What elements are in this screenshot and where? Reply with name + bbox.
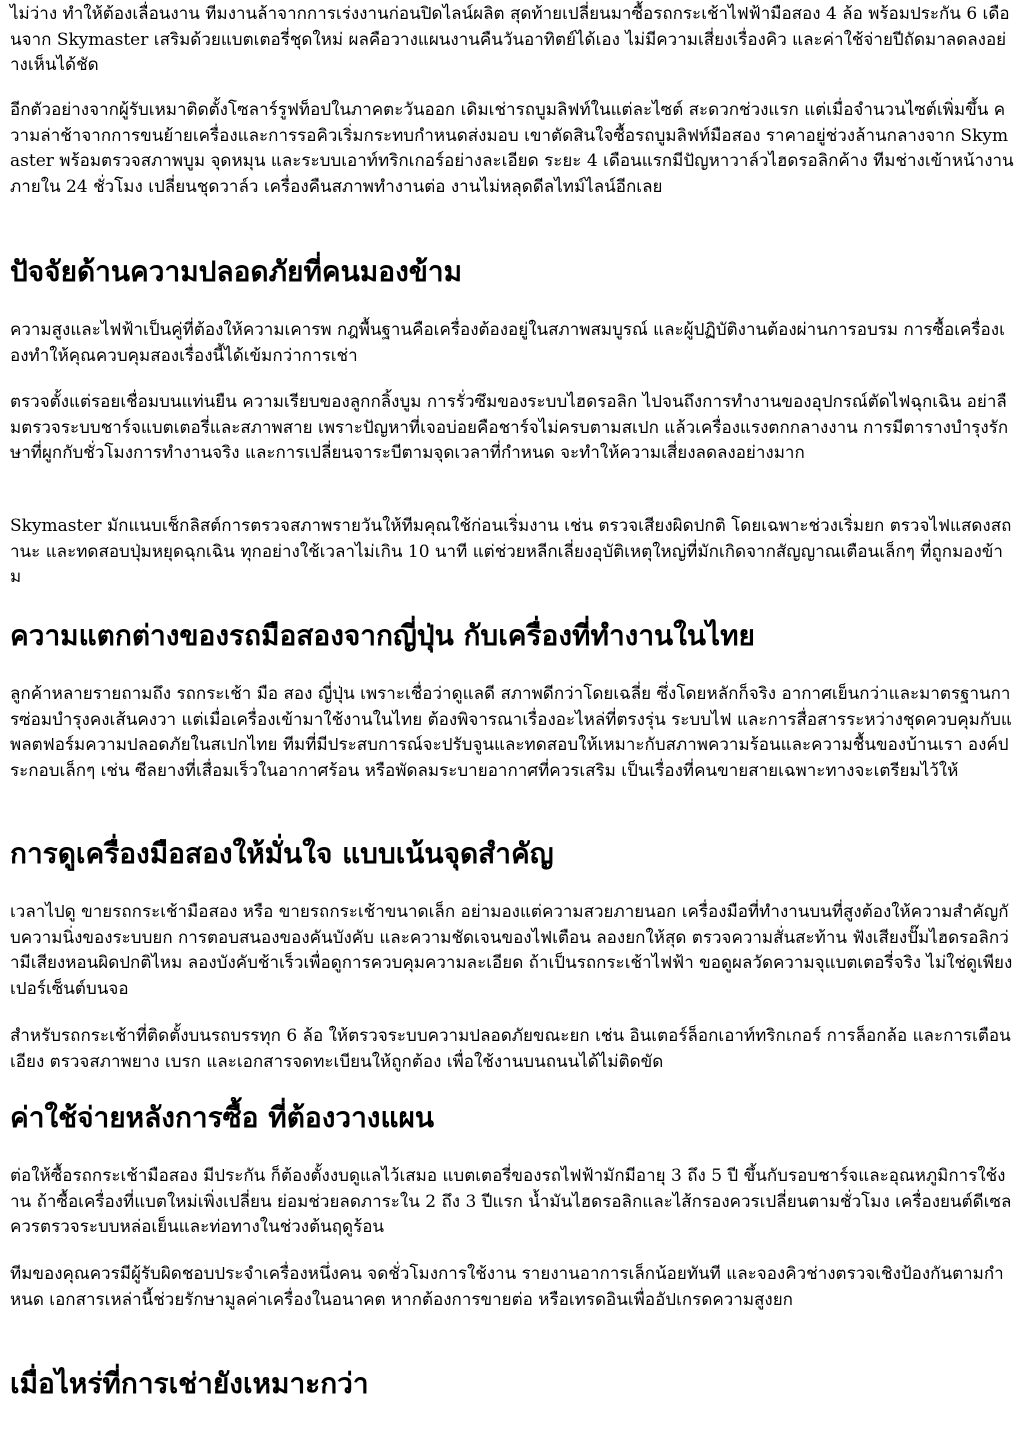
article-paragraph-used-electric-lift-case: ไม่ว่าง ทำให้ต้องเลื่อนงาน ทีมงานล้าจากการเร่งงานก่อนปิดไลน์ผลิต สุดท้ายเปลี่ยนมาซื้อรถกระเช้าไฟฟ้ามือสอง 4 ล้อ พร้อมประกัน 6 เดือนจาก Skymaster เสริมด้วยแบตเตอรี่ชุดใหม่ ผลคือวางแผนงานคืนวันอาทิตย์ได้เอง ไม่มีความเสี่ยงเรื่องคิว และค่าใช้จ่ายปีถัดมาลดลงอย่างเห็นได้ชัด xyxy=(10,4,1010,76)
article-paragraph-truck-mounted-checks: สำหรับรถกระเช้าที่ติดตั้งบนรถบรรทุก 6 ล้อ ให้ตรวจระบบความปลอดภัยขณะยก เช่น อินเตอร์ล็อกเอาท์ทริกเกอร์ การล็อกล้อ และการเตือนเอียง ตรวจสภาพยาง เบรก และเอกสารจดทะเบียนให้ถูกต้อง เพื่อใช้งานบนถนนได้ไม่ติดขัด xyxy=(10,1026,1011,1072)
article-paragraph-team-responsibility: ทีมของคุณควรมีผู้รับผิดชอบประจำเครื่องหนึ่งคน จดชั่วโมงการใช้งาน รายงานอาการเล็กน้อยทันที และจองคิวช่างตรวจเชิงป้องกันตามกำหนด เอกสารเหล่านี้ช่วยรักษามูลค่าเครื่องในอนาคต หากต้องการขายต่อ หรือเทรดอินเพื่ออัปเกรดความสูงยก xyxy=(10,1264,1004,1310)
article-paragraph-solar-contractor-case: อีกตัวอย่างจากผู้รับเหมาติดตั้งโซลาร์รูฟท็อปในภาคตะวันออก เดิมเช่ารถบูมลิฟท์ในแต่ละไซต์ สะดวกช่วงแรก แต่เมื่อจำนวนไซต์เพิ่มขึ้น ความล่าช้าจากการขนย้ายเครื่องและการรอคิวเริ่มกระทบกำหนดส่งมอบ เขาตัดสินใจซื้อรถบูมลิฟท์มือสอง ราคาอยู่ช่วงล้านกลางจาก Skymaster พร้อมตรวจสภาพบูม จุดหมุน และระบบเอาท์ทริกเกอร์อย่างละเอียด ระยะ 4 เดือนแรกมีปัญหาวาล์วไฮดรอลิกค้าง ทีมช่างเข้าหน้างานภายใน 24 ชั่วโมง เปลี่ยนชุดวาล์ว เครื่องคืนสภาพทำงานต่อ งานไม่หลุดดีลไทม์ไลน์อีกเลย xyxy=(10,100,1014,197)
article-paragraph-lift-inspection-tips: เวลาไปดู ขายรถกระเช้ามือสอง หรือ ขายรถกระเช้าขนาดเล็ก อย่ามองแต่ความสวยภายนอก เครื่องมือที่ทำงานบนที่สูงต้องให้ความสำคัญกับความนิ่งของระบบยก การตอบสนองของคันบังคับ และความชัดเจนของไฟเตือน ลองยกให้สุด ตรวจความสั่นสะท้าน ฟังเสียงปั๊มไฮดรอลิกว่ามีเสียงหอนผิดปกติไหม ลองบังคับช้าเร็วเพื่อดูการควบคุมความละเอียด ถ้าเป็นรถกระเช้าไฟฟ้า ขอดูผลวัดความจุแบตเตอรี่จริง ไม่ใช่ดูเพียงเปอร์เซ็นต์บนจอ xyxy=(10,902,1013,999)
article-paragraph-maintenance-budget: ต่อให้ซื้อรถกระเช้ามือสอง มีประกัน ก็ต้องตั้งงบดูแลไว้เสมอ แบตเตอรี่ของรถไฟฟ้ามักมีอายุ 3 ถึง 5 ปี ขึ้นกับรอบชาร์จและอุณหภูมิการใช้งาน ถ้าซื้อเครื่องที่แบตใหม่เพิ่งเปลี่ยน ย่อมช่วยลดภาระใน 2 ถึง 3 ปีแรก น้ำมันไฮดรอลิกและไส้กรองควรเปลี่ยนตามชั่วโมง เครื่องยนต์ดีเซลควรตรวจระบบหล่อเย็นและท่อทางในช่วงต้นฤดูร้อน xyxy=(10,1166,1012,1238)
article-paragraph-japan-used-lifts: ลูกค้าหลายรายถามถึง รถกระเช้า มือ สอง ญี่ปุ่น เพราะเชื่อว่าดูแลดี สภาพดีกว่าโดยเฉลี่ย ซึ่งโดยหลักก็จริง อากาศเย็นกว่าและมาตรฐานการซ่อมบำรุงคงเส้นคงวา แต่เมื่อเครื่องเข้ามาใช้งานในไทย ต้องพิจารณาเรื่องอะไหล่ที่ตรงรุ่น ระบบไฟ และการสื่อสารระหว่างชุดควบคุมกับแพลตฟอร์มความปลอดภัยในสเปกไทย ทีมที่มีประสบการณ์จะปรับจูนและทดสอบให้เหมาะกับสภาพความร้อนและความชื้นของบ้านเรา องค์ประกอบเล็กๆ เช่น ซีลยางที่เสื่อมเร็วในอากาศร้อน หรือพัดลมระบายอากาศที่ควรเสริม เป็นเรื่องที่คนขายสายเฉพาะทางจะเตรียมไว้ให้ xyxy=(10,684,1012,781)
article-paragraph-inspection-checks: ตรวจตั้งแต่รอยเชื่อมบนแท่นยืน ความเรียบของลูกกลิ้งบูม การรั่วซึมของระบบไฮดรอลิก ไปจนถึงการทำงานของอุปกรณ์ตัดไฟฉุกเฉิน อย่าลืมตรวจระบบชาร์จแบตเตอรี่และสภาพสาย เพราะปัญหาที่เจอบ่อยคือชาร์จไม่ครบตามสเปก แล้วเครื่องแรงตกกลางงาน การมีตารางบำรุงรักษาที่ผูกกับชั่วโมงการทำงานจริง และการเปลี่ยนจาระบีตามจุดเวลาที่กำหนด จะทำให้ความเสี่ยงลดลงอย่างมาก xyxy=(10,392,1009,464)
section-heading-post-purchase-costs: ค่าใช้จ่ายหลังการซื้อ ที่ต้องวางแผน xyxy=(10,1101,435,1134)
section-heading-inspect-used-machine: การดูเครื่องมือสองให้มั่นใจ แบบเน้นจุดสำคัญ xyxy=(10,837,554,870)
section-heading-when-renting-better: เมื่อไหร่ที่การเช่ายังเหมาะกว่า xyxy=(10,1367,369,1400)
article-paragraph-daily-checklist: Skymaster มักแนบเช็กลิสต์การตรวจสภาพรายวันให้ทีมคุณใช้ก่อนเริ่มงาน เช่น ตรวจเสียงผิดปกติ โดยเฉพาะช่วงเริ่มยก ตรวจไฟแสดงสถานะ และทดสอบปุ่มหยุดฉุกเฉิน ทุกอย่างใช้เวลาไม่เกิน 10 นาที แต่ช่วยหลีกเลี่ยงอุบัติเหตุใหญ่ที่มักเกิดจากสัญญาณเตือนเล็กๆ ที่ถูกมองข้าม xyxy=(10,516,1012,588)
article-paragraph-height-electricity: ความสูงและไฟฟ้าเป็นคู่ที่ต้องให้ความเคารพ กฎพื้นฐานคือเครื่องต้องอยู่ในสภาพสมบูรณ์ และผู้ปฏิบัติงานต้องผ่านการอบรม การซื้อเครื่องเองทำให้คุณควบคุมสองเรื่องนี้ได้เข้มกว่าการเช่า xyxy=(10,320,1005,366)
section-heading-safety-factors: ปัจจัยด้านความปลอดภัยที่คนมองข้าม xyxy=(10,255,463,288)
section-heading-japan-vs-thai: ความแตกต่างของรถมือสองจากญี่ปุ่น กับเครื่องที่ทำงานในไทย xyxy=(10,619,755,652)
